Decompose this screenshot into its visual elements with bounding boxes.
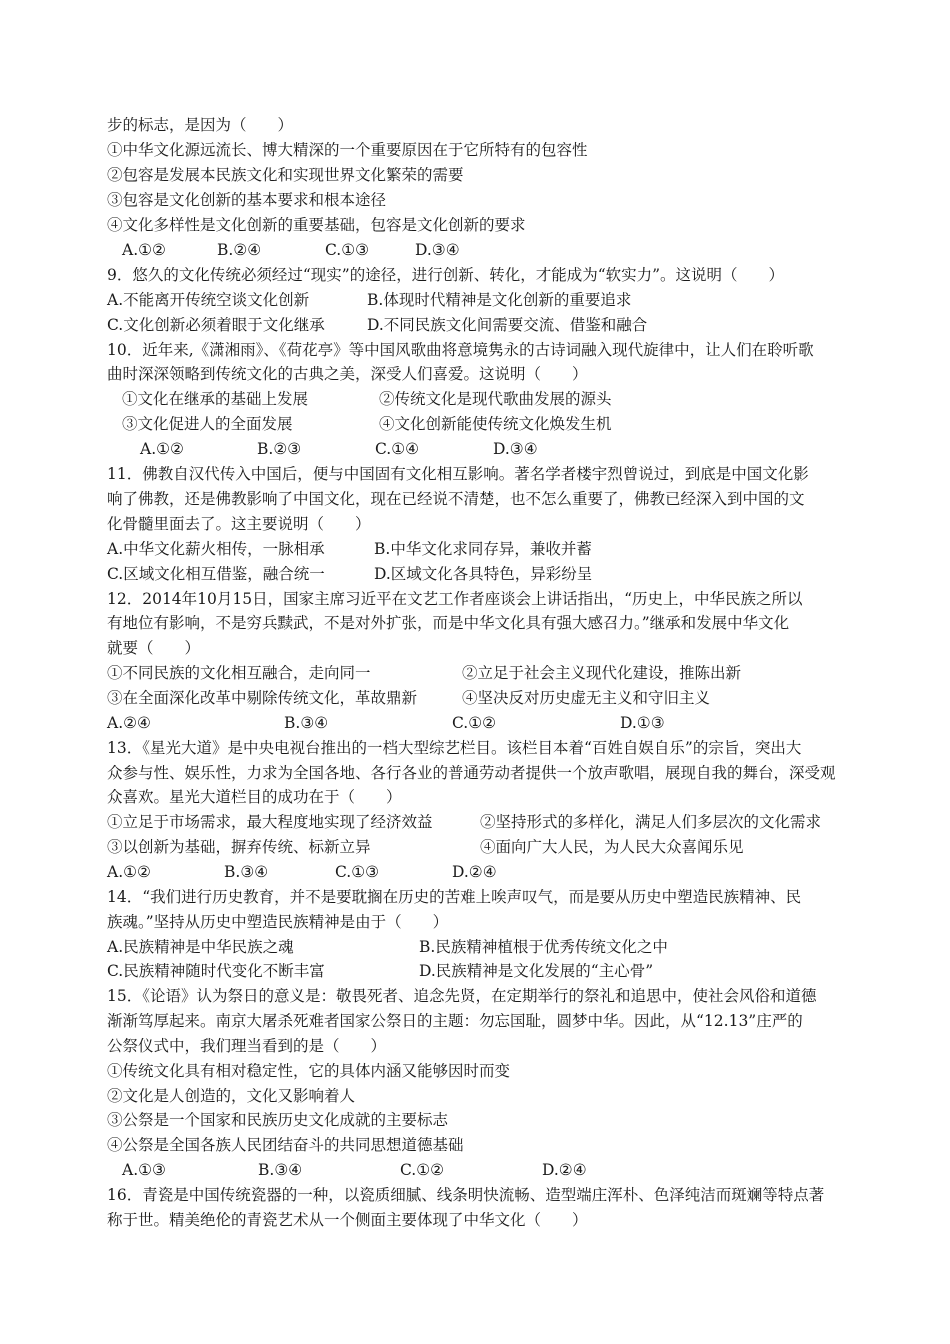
option-c: C.民族精神随时代变化不断丰富: [107, 962, 325, 980]
option-b: B.②④: [217, 241, 262, 259]
option-c: C.①②: [452, 714, 497, 732]
text-line: 渐渐笃厚起来。南京大屠杀死难者国家公祭日的主题：勿忘国耻，圆梦中华。因此，从“12.13”庄严的: [107, 1012, 803, 1030]
option-b: B.③④: [224, 863, 269, 881]
option-a: A.①②: [107, 863, 151, 881]
statement-1: ①文化在继承的基础上发展: [122, 390, 309, 408]
option-d: D.②④: [542, 1161, 587, 1179]
option-d: D.③④: [493, 440, 538, 458]
statement-4: ④文化多样性是文化创新的重要基础，包容是文化创新的要求: [107, 216, 526, 234]
question-9: 9．悠久的文化传统必须经过“现实”的途径，进行创新、转化，才能成为“软实力”。这说明（ ）: [107, 266, 785, 284]
statement-2: ②文化是人创造的，文化又影响着人: [107, 1087, 356, 1105]
option-c: C.区域文化相互借鉴，融合统一: [107, 565, 325, 583]
statement-4: ④公祭是全国各族人民团结奋斗的共同思想道德基础: [107, 1136, 464, 1154]
text-line: 众参与性、娱乐性，力求为全国各地、各行各业的普通劳动者提供一个放声歌唱，展现自我的舞台，深受观: [107, 764, 836, 782]
option-d: D.民族精神是文化发展的“主心骨”: [419, 962, 654, 980]
option-c: C.①③: [335, 863, 380, 881]
option-b: B.③④: [258, 1161, 303, 1179]
text-line: 就要（ ）: [107, 639, 201, 657]
statement-1: ①传统文化具有相对稳定性，它的具体内涵又能够因时而变: [107, 1062, 511, 1080]
question-11: 11．佛教自汉代传入中国后，便与中国固有文化相互影响。著名学者楼宇烈曾说过，到底是中国文化影: [107, 465, 809, 483]
statement-4: ④面向广大人民，为人民大众喜闻乐见: [480, 838, 744, 856]
option-c: C.①④: [375, 440, 420, 458]
option-b: B.③④: [284, 714, 329, 732]
option-a: A.①②: [122, 241, 166, 259]
option-c: C.①②: [400, 1161, 445, 1179]
option-d: D.①③: [620, 714, 665, 732]
option-d: D.③④: [415, 241, 460, 259]
text-line: 曲时深深领略到传统文化的古典之美，深受人们喜爱。这说明（ ）: [107, 365, 588, 383]
text-line: 族魂。”坚持从历史中塑造民族精神是由于（ ）: [107, 913, 449, 931]
statement-1: ①立足于市场需求，最大程度地实现了经济效益: [107, 813, 433, 831]
question-10: 10．近年来,《潇湘雨》、《荷花亭》等中国风歌曲将意境隽永的古诗词融入现代旋律中，让人们在聆听歌: [107, 341, 814, 359]
statement-2: ②包容是发展本民族文化和实现世界文化繁荣的需要: [107, 166, 464, 184]
question-12: 12．2014年10月15日，国家主席习近平在文艺工作者座谈会上讲话指出，“历史上，中华民族之所以: [107, 590, 803, 608]
option-a: A.①②: [140, 440, 184, 458]
option-a: A.不能离开传统空谈文化创新: [107, 291, 310, 309]
text-line: 有地位有影响，不是穷兵黩武，不是对外扩张，而是中华文化具有强大感召力。”继承和发展中华文化: [107, 614, 790, 632]
statement-3: ③公祭是一个国家和民族历史文化成就的主要标志: [107, 1111, 449, 1129]
text-line: 步的标志，是因为（ ）: [107, 116, 294, 134]
option-b: B.②③: [257, 440, 302, 458]
option-b: B.中华文化求同存异，兼收并蓄: [374, 540, 592, 558]
statement-2: ②立足于社会主义现代化建设，推陈出新: [462, 664, 742, 682]
statement-4: ④文化创新能使传统文化焕发生机: [379, 415, 612, 433]
option-d: D.不同民族文化间需要交流、借鉴和融合: [367, 316, 648, 334]
option-a: A.①③: [122, 1161, 166, 1179]
option-c: C.文化创新必须着眼于文化继承: [107, 316, 325, 334]
statement-4: ④坚决反对历史虚无主义和守旧主义: [462, 689, 711, 707]
question-14: 14．“我们进行历史教育，并不是要耽搁在历史的苦难上唉声叹气，而是要从历史中塑造民族精神、民: [107, 888, 802, 906]
option-d: D.区域文化各具特色，异彩纷呈: [374, 565, 593, 583]
option-a: A.民族精神是中华民族之魂: [107, 938, 294, 956]
statement-2: ②坚持形式的多样化，满足人们多层次的文化需求: [480, 813, 822, 831]
option-d: D.②④: [452, 863, 497, 881]
option-c: C.①③: [325, 241, 370, 259]
option-a: A.②④: [107, 714, 151, 732]
statement-2: ②传统文化是现代歌曲发展的源头: [379, 390, 612, 408]
text-line: 称于世。精美绝伦的青瓷艺术从一个侧面主要体现了中华文化（ ）: [107, 1211, 588, 1229]
statement-1: ①不同民族的文化相互融合，走向同一: [107, 664, 371, 682]
statement-3: ③文化促进人的全面发展: [122, 415, 293, 433]
statement-3: ③在全面深化改革中剔除传统文化，革故鼎新: [107, 689, 418, 707]
option-b: B.民族精神植根于优秀传统文化之中: [419, 938, 668, 956]
option-a: A.中华文化薪火相传，一脉相承: [107, 540, 325, 558]
option-b: B.体现时代精神是文化创新的重要追求: [367, 291, 632, 309]
question-15: 15．《论语》认为祭日的意义是：敬畏死者、追念先贤，在定期举行的祭礼和追思中，使社会风俗和道德: [107, 987, 817, 1005]
statement-1: ①中华文化源远流长、博大精深的一个重要原因在于它所特有的包容性: [107, 141, 588, 159]
text-line: 响了佛教，还是佛教影响了中国文化，现在已经说不清楚，也不怎么重要了，佛教已经深入到中国的文: [107, 490, 805, 508]
text-line: 众喜欢。星光大道栏目的成功在于（ ）: [107, 788, 402, 806]
question-13: 13．《星光大道》是中央电视台推出的一档大型综艺栏目。该栏目本着“百姓自娱自乐”的宗旨，突出大: [107, 739, 802, 757]
statement-3: ③以创新为基础，摒弃传统、标新立异: [107, 838, 371, 856]
statement-3: ③包容是文化创新的基本要求和根本途径: [107, 191, 387, 209]
text-line: 公祭仪式中，我们理当看到的是（ ）: [107, 1037, 387, 1055]
text-line: 化骨髓里面去了。这主要说明（ ）: [107, 515, 371, 533]
question-16: 16．青瓷是中国传统瓷器的一种，以瓷质细腻、线条明快流畅、造型端庄浑朴、色泽纯洁而斑斓等特点著: [107, 1186, 825, 1204]
